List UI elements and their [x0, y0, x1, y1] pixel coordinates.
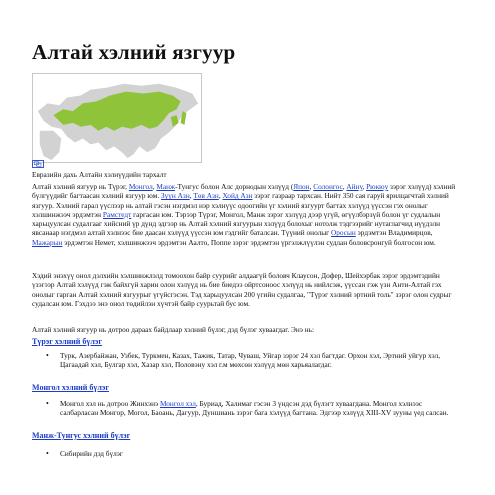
link-japan[interactable]: Япон [293, 182, 310, 191]
list-item: • Монгол хэл нь дотроо Жинхэнэ Монгол хэл, Буриад, Халимаг гэсэн 3 үндсэн дэд бүлэгт хуваагдана. Монгол хэлнээс салбарласан Монгор, Могол, Баоань, Дагуур, Дуншиань зэрэг бага хэлүүд багтана. Эдгээр хэлүүд XIII-XV зууны үед салсан. [60, 399, 460, 418]
classification-paragraph: Алтай хэлний язгуур нь дотроо дараах байдлаар хэлний бүлэг, дэд бүлэг хуваагдаг. Энэ нь: [32, 325, 314, 334]
link-mongol-language[interactable]: Монгол хэл [159, 399, 196, 408]
link-ramstedt[interactable]: Рамстедт [102, 209, 132, 219]
link-ryukyu[interactable]: Рюкюу [366, 182, 389, 191]
link-mongol[interactable]: Монгол [128, 182, 153, 191]
map-image [33, 74, 201, 162]
list-item: • Сибирийн дэд бүлэг [60, 449, 460, 458]
link-manj[interactable]: Манж [156, 182, 176, 191]
intro-paragraph: Алтай хэлний язгуур нь Түрэг, Монгол, Манж-Тунгус болон Алс дорнодын хэлүүд (Япон, Солонгос, Айну, Рюкюу зэрэг хэлүүд) хэлний бүлгүүдийг багтаасан хэлний язгуур юм. Зүүн Азн, Төв Азн, Хойд Азн зэрэг газраар тархсан. Нийт 350 сая гаруй ярилцагчтай хэлний язгуур. Хэлний гарал үүслээр нь алтай гэсэн нэгдмэл нэр хэлнүүс одоогийн үг хэлний язгуурт багтах хэлүүд үүссэн гэх онолыг хэлшинжээч эрдэмтэн Рамстедт гаргасан юм. Тэрээр Түрэг, Монгол, Манж зэрэг хэлүүд дээр үгүй, өгүүлбэрзүй болон үг судлалын харьцуулсан судалгааг хийсний үр дүнд эдгээр нь Алтай хэлний язгуурын хэлүүд болохыг нотолж тэдгээрийг нутаглагчид нүүдэлн явсанаар нэгдмэл алтай хэлнээс бие даасан хэлүүд үүссэн юм гэдгийг баталсан. Түүний онолыг Оросын эрдэмтэн Владимирцов, Мажарын эрдэмтэн Немет, хэлшинжээч эрдэмтэн Аалто, Поппе зэрэг эрдэмтэн үргэлжлүүлэн судлан боловсронгуй болгосон юм. [32, 182, 456, 247]
distribution-map[interactable] [32, 73, 202, 163]
link-north-asia[interactable]: Хойд Азн [222, 191, 253, 201]
link-central-asia[interactable]: Төв Азн [193, 191, 219, 201]
enlarge-icon[interactable] [32, 160, 44, 168]
list-item: • Турк, Азербайжан, Узбек, Туркмен, Казах, Тажик, Татар, Чуваш, Уйгар зэрэг 24 хэл багтдаг. Орхон хэл, Эртний уйгур хэл, Цагаадай хэл, Булгар хэл, Хазар хэл, Половэну хэл г.м мөхсөн хэлүүд мөн харьяалагдаг. [60, 351, 460, 370]
link-ainu[interactable]: Айну [346, 182, 363, 191]
section-tungusic[interactable]: Манж-Тунгус хэлний бүлэг [32, 431, 131, 440]
link-hungary[interactable]: Мажарын [32, 237, 63, 247]
link-russia[interactable]: Оросын [331, 228, 356, 238]
link-east-asia[interactable]: Зүүн Азн [160, 191, 190, 201]
section-turkic[interactable]: Түрэг хэлний бүлэг [32, 337, 102, 346]
section-mongolic[interactable]: Монгол хэлний бүлэг [32, 383, 109, 392]
link-korea[interactable]: Солонгос [313, 182, 343, 191]
page-title: Алтай хэлний язгуур [32, 40, 236, 64]
map-caption: Евразийн дахь Алтайн хэлнүүдийн тархалт [32, 170, 167, 179]
anti-altaic-paragraph: Хэдий энэхүү онол дэлхийн хэлшинжлэлд томоохон байр суурийг алдаагүй боловч Клаусон, Дофер, Шейхэрбак зэрэг эрдэмтэдийн үзэгээр Алтай хэлүүд гэж байхгүй харин олон хэлүүд нь бие биедээ ойртсоноос хэлүүд нь нийлсэж, үүссан гэж үзн Анти-Алтай гэх онолыг гарган Алтай хэлний язгуурыг үгүйсгэсэн. Тэд харьцуулсан 200 үгийн судалгаа, "Түрэг хэлний эртний толь" зэрэг олон судрыг судалсан юм. Гэхдээ энэ онол төдийлэн хүчтэй байр суурьтай бус юм. [32, 271, 452, 308]
